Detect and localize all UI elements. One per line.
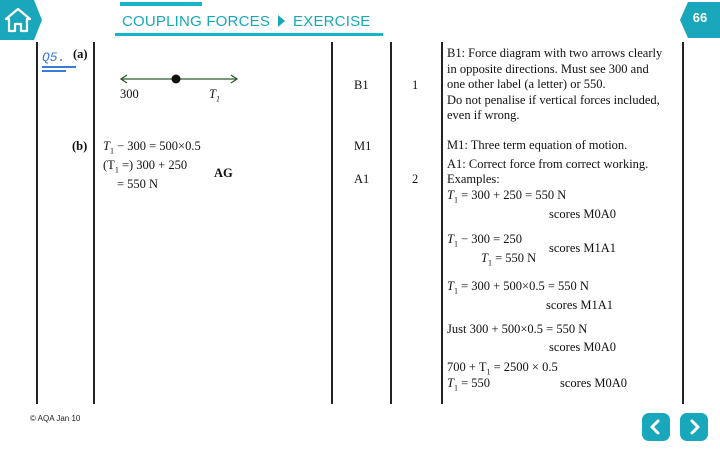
- example-4-score: scores M0A0: [549, 340, 617, 354]
- table-divider-4: [441, 42, 443, 404]
- guidance-line: even if wrong.: [447, 108, 520, 122]
- table-border-right: [682, 42, 684, 404]
- example-3-score: scores M1A1: [546, 298, 614, 312]
- question-underline-2: [42, 70, 66, 72]
- home-icon: [0, 0, 44, 40]
- example-2-score: scores M1A1: [549, 241, 617, 255]
- part-a-label: (a): [73, 47, 88, 61]
- guidance-line: one other label (a letter) or 550.: [447, 77, 606, 91]
- guidance-line: Examples:: [447, 172, 500, 186]
- triangle-right-icon: [278, 15, 285, 27]
- example-4-equation: Just 300 + 500×0.5 = 550 N: [447, 322, 588, 336]
- guidance-line: A1: Correct force from correct working.: [447, 156, 649, 171]
- table-divider-2: [331, 42, 333, 404]
- table-divider-3: [390, 42, 392, 404]
- guidance-line: B1: Force diagram with two arrows clearly: [447, 46, 663, 60]
- guidance-line: in opposite directions. Must see 300 and: [447, 61, 649, 76]
- chevron-right-icon: [680, 413, 708, 441]
- diagram-label-300: 300: [120, 87, 139, 101]
- chevron-left-icon: [642, 413, 670, 441]
- part-b-equation-1: $T_1 - 300 = 500\times 0.5$: [103, 139, 201, 156]
- table-divider-1: [93, 42, 95, 404]
- part-b-marks: 2: [412, 172, 419, 186]
- example-5-score: scores M0A0: [560, 376, 628, 390]
- question-underline: [42, 66, 76, 68]
- title-underline: [115, 33, 383, 36]
- force-arrows-icon: [118, 70, 240, 88]
- example-5-equation: $700 + T_1 = 2500 \times 0.5$: [447, 360, 558, 377]
- part-b-equation-2: ($T_1$ =) 300 + 250: [103, 158, 188, 175]
- example-2-equation-b: $T_1 = 550$ N: [481, 251, 537, 268]
- question-label: Q5.: [42, 50, 66, 65]
- part-a-marks: 1: [412, 78, 419, 92]
- title-right: EXERCISE: [293, 13, 371, 30]
- diagram-label-t1: $T_1$: [209, 87, 220, 104]
- example-5-equation-b: $T_1 = 550$: [447, 376, 491, 393]
- next-button[interactable]: [680, 413, 708, 441]
- example-3-equation: $T_1 = 300 + 500\times 0.5 = 550$ N: [447, 279, 589, 296]
- prev-button[interactable]: [642, 413, 670, 441]
- copyright-footer: © AQA Jan 10: [30, 414, 81, 423]
- guidance-line: M1: Three term equation of motion.: [447, 138, 628, 152]
- table-border-left: [36, 42, 38, 404]
- home-button[interactable]: [0, 0, 44, 40]
- part-b-guidance: [447, 138, 648, 188]
- guidance-line: Do not penalise if vertical forces included,: [447, 92, 660, 107]
- part-a-guidance: [447, 46, 662, 124]
- part-b-mark-code-m1: M1: [354, 139, 372, 153]
- ag-label: AG: [214, 166, 233, 180]
- example-1-equation: $T_1 = 300 + 250 = 550$ N: [447, 188, 567, 205]
- example-2-equation: $T_1 - 300 = 250$: [447, 232, 523, 249]
- page-number-badge: [680, 0, 720, 40]
- part-b-mark-code-a1: A1: [354, 172, 370, 186]
- part-a-mark-code: B1: [354, 78, 369, 92]
- title-accent-bar: [120, 2, 202, 6]
- page-number: 66: [692, 10, 708, 25]
- example-1-score: scores M0A0: [549, 207, 617, 221]
- page-title: [122, 13, 371, 30]
- part-b-label: (b): [72, 139, 88, 153]
- part-b-equation-3: = 550 N: [117, 177, 159, 191]
- title-left: COUPLING FORCES: [122, 13, 271, 30]
- force-diagram: [118, 70, 240, 88]
